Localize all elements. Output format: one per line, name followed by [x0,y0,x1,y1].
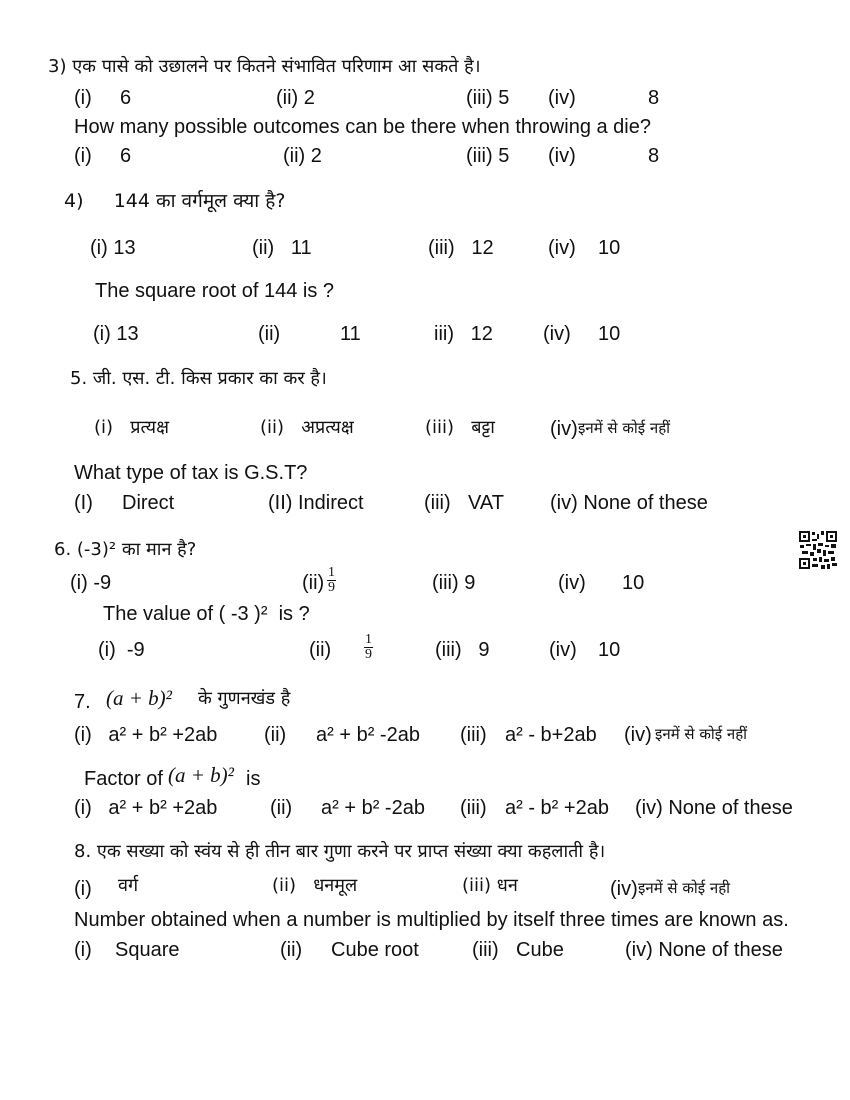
fraction-denominator: 9 [365,647,372,662]
q3-opt-i-value: 6 [120,87,132,109]
q3-en-opt-iii: (iii) 5 [466,145,510,167]
q5-en-opt-iii-label: (iii) [424,492,451,514]
q8-opt-iv-label: (iv) [610,878,638,900]
q5-en-opt-iv: (iv) None of these [550,492,708,514]
q6-opt-ii-label: (ii) [302,572,325,594]
q6-en-opt-i: (i) -9 [98,639,145,661]
q8-en-opt-iii-value: Cube [516,939,564,961]
q5-en-opt-i-label: (I) [74,492,93,514]
q3-english: How many possible outcomes can be there when throwing a die? [74,116,651,138]
q5-opt-iii: (iii) बट्टा [425,417,495,438]
q7-en-prefix: Factor of [84,768,163,790]
q6-en-opt-iv-value: 10 [598,639,621,661]
q7-opt-iv-value: इनमें से कोई नहीं [655,725,748,743]
q8-hindi: 8. एक सख्या को स्वंय से ही तीन बार गुणा करने पर प्राप्त संख्या क्या कहलाती है। [74,841,606,862]
q5-english: What type of tax is G.S.T? [74,462,308,484]
q3-hindi: 3) एक पासे को उछालने पर कितने संभावित परिणाम आ सकते है। [48,56,481,77]
q7-number: 7. [74,691,91,713]
q7-hindi: के गुणनखंड है [198,688,291,709]
q3-opt-ii: (ii) 2 [276,87,315,109]
q7-en-opt-iii-value: a² - b² +2ab [505,797,609,819]
q4-en-opt-iv-label: (iv) [543,323,571,345]
q8-opt-i-label: (i) [74,878,92,900]
q6-opt-i: (i) -9 [70,572,112,594]
q7-opt-ii-label: (ii) [264,724,287,746]
q7-en-opt-i: (i) a² + b² +2ab [74,797,218,819]
q3-en-opt-i-value: 6 [120,145,132,167]
q6-en-opt-ii-label: (ii) [309,639,332,661]
q5-hindi: 5. जी. एस. टी. किस प्रकार का कर है। [70,368,327,389]
q4-hindi: 4) 144 का वर्गमूल क्या है? [64,190,286,212]
qr-code [798,530,838,570]
q7-en-opt-ii-value: a² + b² -2ab [321,797,425,819]
q3-opt-iv-value: 8 [648,87,660,109]
q6-hindi: 6. (-3)² का मान है? [54,539,197,560]
q7-opt-ii-value: a² + b² -2ab [316,724,420,746]
fraction-numerator: 1 [365,632,372,647]
q6-en-opt-iii: (iii) 9 [435,639,490,661]
q6-opt-iii: (iii) 9 [432,572,476,594]
q4-en-opt-iii: iii) 12 [434,323,493,345]
q7-en-suffix: is [246,768,261,790]
q5-opt-iv-value: इनमें से कोई नहीं [578,419,671,437]
fraction-numerator: 1 [328,565,335,580]
q8-en-opt-ii-value: Cube root [331,939,419,961]
q8-opt-i-value: वर्ग [118,875,139,896]
q5-opt-ii: (ii) अप्रत्यक्ष [260,417,354,438]
q6-en-opt-ii-fraction [364,633,373,662]
q4-en-opt-iv-value: 10 [598,323,621,345]
q3-en-opt-iv-value: 8 [648,145,660,167]
q4-opt-iv: (iv) 10 [548,237,621,259]
q5-en-opt-i-value: Direct [122,492,175,514]
q4-en-opt-ii-value: 11 [340,323,361,345]
q3-en-opt-i-label: (i) [74,145,92,167]
q7-opt-iii-label: (iii) [460,724,487,746]
q3-opt-iv-label: (iv) [548,87,576,109]
q6-opt-iv-label: (iv) [558,572,586,594]
q8-en-opt-i-value: Square [115,939,180,961]
q6-en-opt-iv-label: (iv) [549,639,577,661]
q7-opt-iii-value: a² - b+2ab [505,724,597,746]
q3-opt-iii: (iii) 5 [466,87,510,109]
q5-opt-iv-label: (iv) [550,418,578,440]
q7-en-opt-ii-label: (ii) [270,797,293,819]
fraction-denominator: 9 [328,580,335,595]
q4-en-opt-ii-label: (ii) [258,323,281,345]
q4-english: The square root of 144 is ? [95,280,335,302]
q8-en-opt-i-label: (i) [74,939,92,961]
q4-en-opt-i: (i) 13 [93,323,139,345]
q7-math: (a + b)² [106,686,172,710]
q8-opt-iii: (iii) धन [462,875,518,896]
q5-en-opt-iii-value: VAT [468,492,504,514]
q5-en-opt-ii: (II) Indirect [268,492,364,514]
q5-opt-i: (i) प्रत्यक्ष [94,417,170,438]
q7-en-math: (a + b)² [168,763,234,787]
q8-english: Number obtained when a number is multiplied by itself three times are known as. [74,909,789,931]
q4-opt-ii: (ii) 11 [252,237,312,259]
q7-opt-iv-label: (iv) [624,724,652,746]
q8-en-opt-iii-label: (iii) [472,939,499,961]
q6-opt-iv-value: 10 [622,572,645,594]
q7-opt-i: (i) a² + b² +2ab [74,724,218,746]
q8-en-opt-iv: (iv) None of these [625,939,783,961]
q3-en-opt-iv-label: (iv) [548,145,576,167]
q7-en-opt-iv: (iv) None of these [635,797,793,819]
q7-en-opt-iii-label: (iii) [460,797,487,819]
q3-opt-i-label: (i) [74,87,92,109]
q4-opt-i: (i) 13 [90,237,136,259]
q8-en-opt-ii-label: (ii) [280,939,303,961]
q4-opt-iii: (iii) 12 [428,237,494,259]
q6-english: The value of ( -3 )² is ? [103,603,310,625]
q8-opt-iv-value: इनमें से कोई नही [638,879,731,897]
q8-opt-ii: (ii) धनमूल [272,875,358,896]
q3-en-opt-ii: (ii) 2 [283,145,322,167]
q6-opt-ii-fraction [327,566,336,595]
